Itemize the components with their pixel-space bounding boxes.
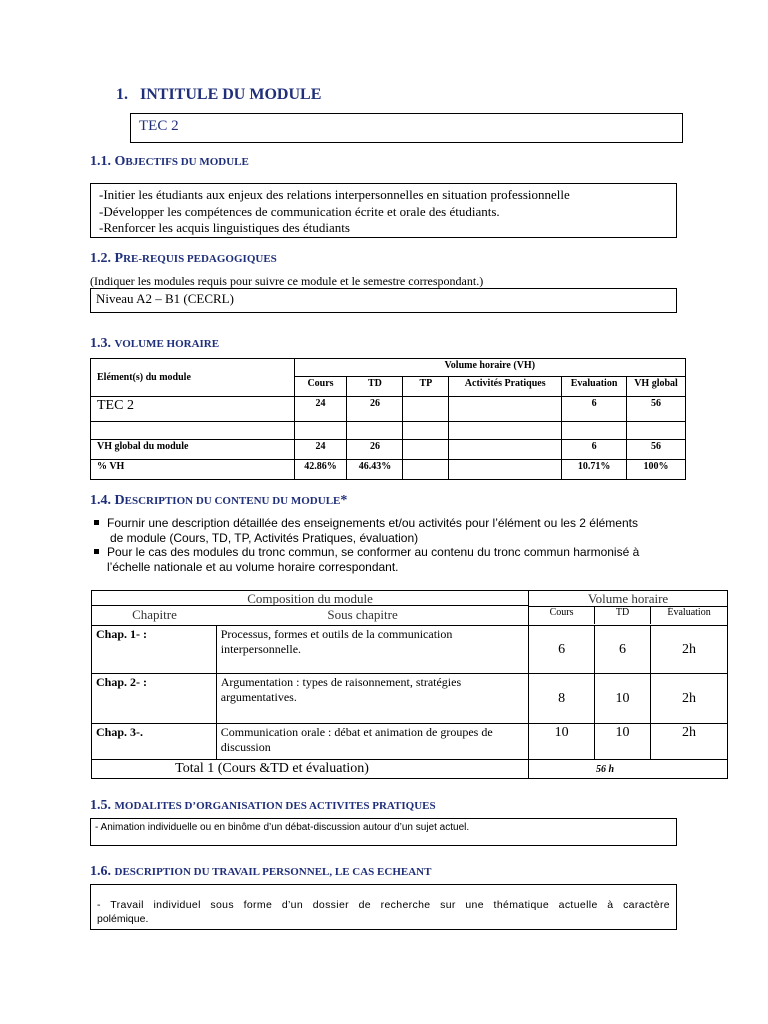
table-row: Chap. 3-. Communication orale : débat et animation de groupes de discussion 10 10 2h (92, 724, 728, 760)
personal-work-box (90, 884, 677, 930)
prerequisites-value: Niveau A2 – B1 (CECRL) (96, 291, 234, 306)
table-row: Chap. 1- : Processus, formes et outils de la communication interpersonnelle. 6 6 2h (92, 626, 728, 674)
chapter-label: Chap. 3-. (92, 724, 217, 760)
volume-header (529, 591, 728, 626)
practical-activities-text: - Animation individuelle ou en binôme d’un débat-discussion autour d’un sujet actuel. (95, 822, 470, 833)
chapter-label: Chap. 2- : (92, 674, 217, 724)
objective-line: -Renforcer les acquis linguistiques des étudiants (99, 220, 350, 235)
total-value: 56 h (529, 760, 728, 779)
objective-line: -Initier les étudiants aux enjeux des relations interpersonnelles en situation professionnelle (99, 187, 570, 202)
section-1-5-heading: 1.5. MODALITES D’ORGANISATION DES ACTIVITES PRATIQUES (90, 798, 436, 813)
bullet-2: Pour le cas des modules du tronc commun, se conformer au contenu du tronc commun harmonisé à (94, 545, 639, 560)
section-1-3-heading: 1.3. VOLUME HORAIRE (90, 336, 220, 351)
table-row: % VH 42.86% 46.43% 10.71% 100% (91, 460, 686, 480)
table-row-empty (91, 422, 686, 440)
module-name-box (130, 113, 683, 143)
subchapter-text: Argumentation : types de raisonnement, stratégies argumentatives. (216, 674, 528, 724)
chapter-label: Chap. 1- : (92, 626, 217, 674)
bullet-1: Fournir une description détaillée des enseignements et/ou activités pour l’élément ou les 2 éléments (94, 516, 638, 531)
bullet-2-cont: l’échelle nationale et au volume horaire correspondant. (107, 560, 399, 574)
subchapter-text: Processus, formes et outils de la communication interpersonnelle. (216, 626, 528, 674)
personal-work-text-cont: polémique. (97, 913, 149, 925)
col-cours: Cours (294, 377, 347, 397)
sous-chapitre-header: Sous chapitre (327, 607, 398, 622)
elements-header: Elément(s) du module (91, 359, 295, 397)
subchapter-text: Communication orale : débat et animation de groupes de discussion (216, 724, 528, 760)
section-1-number: 1. (116, 86, 128, 103)
composition-header (92, 591, 529, 626)
col-vh-global: VH global (627, 377, 686, 397)
section-1-4-heading: 1.4. DESCRIPTION DU CONTENU DU MODULE* (90, 493, 348, 508)
section-1-heading (116, 86, 321, 104)
table-row: VH global du module 24 26 6 56 (91, 440, 686, 460)
section-1-1-heading: 1.1. OBJECTIFS DU MODULE (90, 154, 249, 169)
table-row: Chap. 2- : Argumentation : types de raisonnement, stratégies argumentatives. 8 10 2h (92, 674, 728, 724)
objectives-box (90, 183, 677, 238)
content-table (91, 590, 728, 779)
section-1-title: INTITULE DU MODULE (140, 86, 322, 103)
bullet-1-cont: de module (Cours, TD, TP, Activités Pratiques, évaluation) (110, 531, 419, 545)
volume-horaire-table (90, 358, 686, 480)
volume-label: Volume horaire (587, 591, 669, 606)
personal-work-text: - Travail individuel sous forme d’un dossier de recherche sur une thématique actuelle à caractère (97, 899, 670, 911)
total-row (92, 760, 728, 779)
composition-label: Composition du module (92, 591, 528, 606)
col-evaluation: Evaluation (562, 377, 627, 397)
td-header: TD (595, 607, 651, 624)
table-row: TEC 2 24 26 6 56 (91, 397, 686, 422)
evaluation-header: Évaluation (667, 607, 711, 618)
col-td: TD (347, 377, 403, 397)
module-name: TEC 2 (139, 118, 179, 134)
col-activites: Activités Pratiques (449, 377, 562, 397)
prerequisites-box (90, 288, 677, 313)
objective-line: -Développer les compétences de communication écrite et orale des étudiants. (99, 204, 500, 219)
section-1-6-heading: 1.6. DESCRIPTION DU TRAVAIL PERSONNEL, LE CAS ECHEANT (90, 864, 432, 879)
vh-header: Volume horaire (VH) (294, 359, 685, 377)
cours-header: Cours (529, 607, 595, 624)
prerequisites-note: (Indiquer les modules requis pour suivre ce module et le semestre correspondant.) (90, 274, 484, 288)
col-tp: TP (403, 377, 449, 397)
practical-activities-box (90, 818, 677, 846)
total-label: Total 1 (Cours &TD et évaluation) (92, 760, 529, 779)
chapitre-header: Chapitre (132, 607, 177, 622)
section-1-2-heading: 1.2. PRE-REQUIS PEDAGOGIQUES (90, 251, 277, 266)
